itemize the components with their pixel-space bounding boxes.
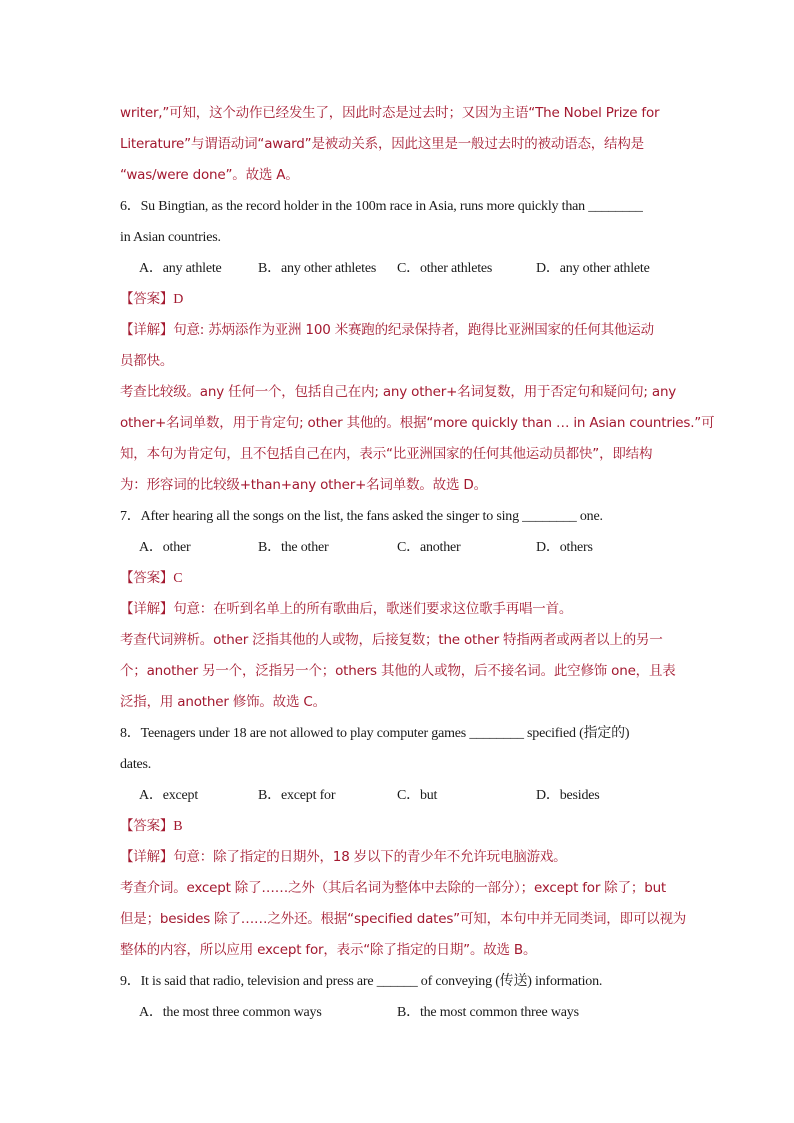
question-8-options xyxy=(120,780,680,811)
answer-value: B xyxy=(173,819,183,834)
question-7-option-c: C．another xyxy=(397,540,461,555)
question-9-option-b: B．the most common three ways xyxy=(397,1005,579,1020)
question-6-option-a: A．any athlete xyxy=(139,261,222,276)
question-6-detail-line-1 xyxy=(120,315,680,346)
question-8-detail-line-2: 考查介词。except 除了……之外（其后名词为整体中去除的一部分）；except for 除了；but xyxy=(120,880,667,896)
question-8-stem-line-1: 8．Teenagers under 18 are not allowed to play computer games ________ specified (指定的) xyxy=(120,726,630,741)
question-8-detail-line-1 xyxy=(120,842,680,873)
prev-explanation-line-1: writer,”可知，这个动作已经发生了，因此时态是过去时；又因为主语“The Nobel Prize for xyxy=(120,105,660,121)
detail-label: 【详解】 xyxy=(120,601,174,617)
prev-explanation-line-3: “was/were done”。故选 A。 xyxy=(120,167,299,183)
question-8-option-a: A．except xyxy=(139,788,199,803)
question-7-detail-line-1 xyxy=(120,594,680,625)
question-6-detail-line-5: 知，本句为肯定句，且不包括自己在内，表示“比亚洲国家的任何其他运动员都快”，即结构 xyxy=(120,446,653,462)
question-6-options xyxy=(120,253,680,284)
question-6-option-c: C．other athletes xyxy=(397,261,493,276)
detail-text: 句意：除了指定的日期外，18 岁以下的青少年不允许玩电脑游戏。 xyxy=(173,849,567,865)
question-8-stem-line-2: dates. xyxy=(120,757,152,772)
question-8-option-c: C．but xyxy=(397,788,438,803)
answer-label: 【答案】 xyxy=(120,291,174,307)
detail-label: 【详解】 xyxy=(120,322,174,338)
answer-value: C xyxy=(173,571,183,586)
question-9-option-a: A．the most three common ways xyxy=(139,1005,322,1020)
question-7-detail-line-4: 泛指，用 another 修饰。故选 C。 xyxy=(120,694,326,710)
question-7-option-d: D．others xyxy=(536,540,593,555)
question-8-detail-line-3: 但是；besides 除了……之外还。根据“specified dates”可知，本句中并无同类词，即可以视为 xyxy=(120,911,687,927)
question-9-options xyxy=(120,997,680,1028)
detail-text: 句意: 苏炳添作为亚洲 100 米赛跑的纪录保持者，跑得比亚洲国家的任何其他运动 xyxy=(173,322,654,338)
question-7-detail-line-2: 考查代词辨析。other 泛指其他的人或物，后接复数；the other 特指两者或两者以上的另一 xyxy=(120,632,663,648)
question-6-detail-line-2: 员都快。 xyxy=(120,353,174,369)
question-8-option-d: D．besides xyxy=(536,788,600,803)
question-6-detail-line-4: other+名词单数，用于肯定句; other 其他的。根据“more quickly than … in Asian countries.”可 xyxy=(120,415,715,431)
question-7-option-b: B．the other xyxy=(258,540,329,555)
question-6-stem-line-2: in Asian countries. xyxy=(120,230,221,245)
page-content xyxy=(120,98,715,1028)
question-6-option-b: B．any other athletes xyxy=(258,261,377,276)
answer-label: 【答案】 xyxy=(120,570,174,586)
question-6-option-d: D．any other athlete xyxy=(536,261,650,276)
detail-text: 句意：在听到名单上的所有歌曲后，歌迷们要求这位歌手再唱一首。 xyxy=(173,601,573,617)
question-7-options xyxy=(120,532,680,563)
detail-label: 【详解】 xyxy=(120,849,174,865)
answer-label: 【答案】 xyxy=(120,818,174,834)
question-7-answer xyxy=(120,563,680,594)
question-7-stem-line-1: 7．After hearing all the songs on the list, the fans asked the singer to sing ________ one. xyxy=(120,509,603,524)
question-7-option-a: A．other xyxy=(139,540,191,555)
question-6-detail-line-6: 为：形容词的比较级+than+any other+名词单数。故选 D。 xyxy=(120,477,487,493)
question-8-detail-line-4: 整体的内容，所以应用 except for，表示“除了指定的日期”。故选 B。 xyxy=(120,942,537,958)
answer-value: D xyxy=(173,292,184,307)
question-6-answer xyxy=(120,284,680,315)
question-9-stem-line-1: 9．It is said that radio, television and press are ______ of conveying (传送) information. xyxy=(120,974,603,989)
question-8-option-b: B．except for xyxy=(258,788,336,803)
question-7-detail-line-3: 个；another 另一个，泛指另一个；others 其他的人或物，后不接名词。此空修饰 one，且表 xyxy=(120,663,676,679)
question-8-answer xyxy=(120,811,680,842)
question-6-detail-line-3: 考查比较级。any 任何一个，包括自己在内; any other+名词复数，用于否定句和疑问句; any xyxy=(120,384,677,400)
question-6-stem-line-1: 6．Su Bingtian, as the record holder in the 100m race in Asia, runs more quickly than ________ xyxy=(120,199,643,214)
prev-explanation-line-2: Literature”与谓语动词“award”是被动关系，因此这里是一般过去时的被动语态，结构是 xyxy=(120,136,644,152)
